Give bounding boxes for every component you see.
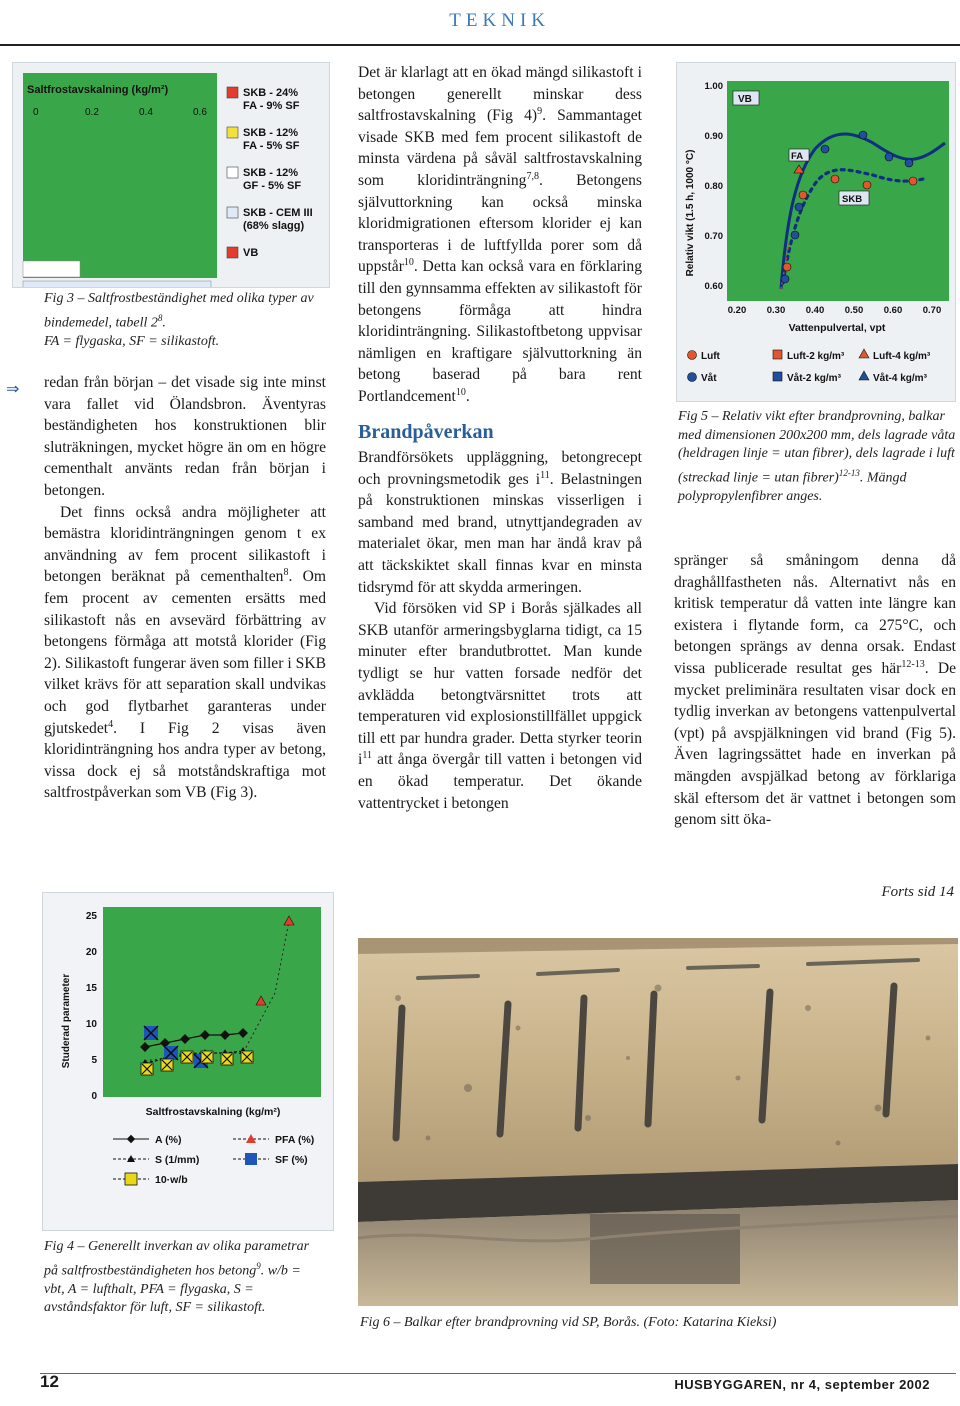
fig6-caption: Fig 6 – Balkar efter brandprovning vid SP, Borås. (Foto: Katarina Kieksi) [360, 1315, 777, 1330]
fig4-legend-label: S (1/mm) [155, 1154, 200, 1166]
fig5-chart [676, 62, 956, 402]
col2-paragraph-1: Det är klarlagt att en ökad mängd silikastoft i betongen generellt minskar dess saltfrostavskalning (Fig 4)$^9$. Sammantaget visade SKB med fem procent silikastoft de minsta värdena på såväl saltfrostavskalning som kloridinträngning$^{7,8}$. Betongens självuttorkning kan också minska kloridmigrationen eftersom klorider ej kan transporteras i de luftfyllda porer som då uppstår$^{10}$. Detta kan också vara en förklaring till den gynnsamma effekten av silikastoft för betongens förmåga att hindra kloridinträngning. Silikastoftbetong uppvisar nämligen en kraftigare självuttorkning än betong baserad på bara rent Portlandcement$^{10}$. [358, 64, 642, 405]
fig3-legend-label: FA - 9% SF [243, 100, 300, 112]
fig3-legend-label: SKB - 24% [243, 87, 299, 99]
fig4-legend-label: A (%) [155, 1134, 182, 1146]
fig5-fa-label: FA [791, 151, 804, 162]
fig5-legend-symbol [773, 350, 782, 359]
col2-paragraph-2: Brandförsökets uppläggning, betongrecept och provningsmetodik ges $i^{11}$. Belastningen på konstruktionen minskas visserligen i samband med brand, utnyttjandegraden av materialet ökar, men man har ändå krav på att täckskiktet skall finnas kvar en minsta tidsrymd för att skydda armeringen. [358, 449, 642, 596]
fig3-legend-swatch [227, 87, 238, 98]
fig3-legend-label: SKB - 12% [243, 167, 299, 179]
column-3 [674, 550, 956, 831]
col2-paragraph-3: Vid försöken vid SP i Borås själkades all SKB utanför armeringsbyglarna tidigt, ca 15 minuter efter brandutbrottet. Man kunde tydligt se hur vatten forsade nedför det avklädda betongtvärsnittet trots att temperaturen vid explosionstillfället uppgick till ett par hundra grader. Detta styrker teorin $i^{11}$ att ånga övergår till vatten i betongen vid en ökad temperatur. Det ökande vattentrycket i betongen [358, 600, 642, 812]
fig3-legend-label: GF - 5% SF [243, 180, 302, 192]
fig5-caption: Fig 5 – Relativ vikt efter brandprovning, balkar med dimensionen 200x200 mm, dels lagrade våta (heldragen linje = utan fibrer), dels lagrade i luft (streckad linje = utan fibrer)$^{12-13}$. Mängd polypropylenfibrer anges. [678, 409, 956, 504]
fig5-point [795, 203, 803, 211]
fig3-legend-swatch [227, 167, 238, 178]
fig3-tick: 0.4 [139, 107, 153, 118]
fig5-point [905, 159, 913, 167]
col1-paragraph-1: redan från början – det visade sig inte minst vara fallet vid Ölandsbron. Äventyras beständigheten hos konstruktionen blir sluträkningen, mycket högre än om en högre cementhalt använts redan från början i betongen. [44, 374, 326, 499]
fig3-legend-label: (68% slagg) [243, 220, 305, 232]
fig5-legend-symbol [688, 351, 697, 360]
fig5-point [863, 181, 871, 189]
fig3-tick: 0 [33, 107, 39, 118]
fig5-legend-symbol [773, 372, 782, 381]
fig5-ytick: 0.60 [704, 281, 723, 292]
fig5-legend-label: Våt-4 kg/m³ [873, 373, 927, 384]
fig5-point [799, 191, 807, 199]
fig5-legend-label: Luft-2 kg/m³ [787, 351, 845, 362]
fig5-legend-label: Luft-4 kg/m³ [873, 351, 931, 362]
fig5-ytick: 1.00 [704, 81, 723, 92]
fig6-photo [358, 938, 958, 1306]
fig4-ytick: 5 [91, 1055, 97, 1066]
fig3-legend-label: SKB - 12% [243, 127, 299, 139]
section-heading-brandpaverkan: Brandpåverkan [358, 420, 494, 443]
magazine-name: HUSBYGGAREN, nr 4, september 2002 [674, 1377, 930, 1392]
fig4-xlabel: Saltfrostavskalning (kg/m²) [145, 1106, 281, 1118]
section-header: TEKNIK [449, 10, 550, 31]
fig3-legend-swatch [227, 247, 238, 258]
fig4-caption: Fig 4 – Generellt inverkan av olika parametrar på saltfrostbeständigheten hos betong$^9$. w/b = vbt, A = lufthalt, PFA = flygaska, S = avståndsfaktor för luft, SF = silikastoft. [44, 1239, 310, 1316]
fig4-ytick: 10 [85, 1019, 97, 1030]
fig5-xtick: 0.40 [805, 305, 825, 316]
fig4-ylabel: Studerad parameter [61, 973, 72, 1069]
fig5-plot-area [727, 81, 949, 301]
fig3-plot-area [23, 73, 217, 278]
fig3-bar [23, 261, 80, 277]
fig3-legend-swatch [227, 207, 238, 218]
fig5-point [783, 263, 791, 271]
col1-paragraph-2: Det finns också andra möjligheter att bemästra kloridinträngningen genom t ex användning av fem procent silikastoft i betongen beräknat på cementhalten$^8$. Om fem procent av cementen ersätts med silikastoft nås en avsevärd förbättring av betongens förmåga att motstå klorider (Fig 2). Silikastoft fungerar även som filler i SKB vilket krävs för att separation skall undvikas och god flytbarhet garanteras under gjutskedet$^4$. I Fig 2 visas även kloridinträngning hos andra typer av betong, vissa dock ej så motståndskraftiga mot saltfrostpåverkan som VB (Fig 3). [44, 503, 326, 802]
fig3-legend-swatch [227, 127, 238, 138]
fig4-ytick: 0 [91, 1091, 97, 1102]
header-rule [0, 44, 960, 46]
fig3-axis-title: Saltfrostavskalning (kg/m²) [27, 84, 169, 96]
fig5-legend-label: Luft [701, 351, 720, 362]
fig5-xtick: 0.50 [844, 305, 864, 316]
fig5-ylabel: Relativ vikt (1.5 h, 1000 °C) [685, 149, 696, 277]
fig5-xlabel: Vattenpulvertal, vpt [788, 322, 886, 334]
fig4-legend-label: SF (%) [275, 1154, 308, 1166]
fig5-legend-label: Våt-2 kg/m³ [787, 373, 841, 384]
fig3-legend-label: VB [243, 247, 259, 259]
fig5-point [859, 131, 867, 139]
fig5-xtick: 0.70 [922, 305, 942, 316]
fig4-plot-area [103, 907, 321, 1097]
fig3-legend-label: SKB - CEM III [243, 207, 313, 219]
fig5-point [909, 177, 917, 185]
fig4-ytick: 15 [85, 983, 97, 994]
fig5-point [791, 231, 799, 239]
fig4-ytick: 25 [85, 911, 97, 922]
fig5-ytick: 0.90 [704, 131, 723, 142]
col3-paragraph-1: spränger så småningom denna då draghållfastheten nås. Alternativt nås en kritisk temperatur då vatten inte längre kan existera i flytande form, ca 275°C, och betongen sprängs av denna orsak. Endast vissa publicerade resultat ges här$^{12-13}$. De mycket preliminära resultaten visar dock en tydlig inverkan av betongens vattenpulvertal (vpt) på avspjälkningen vid brand (Fig 5). Även lagringssättet hade en inverkan på mängden avspjälkad betong av förklariga skäl eftersom det är vattnet i betongen som genom sitt öka- [674, 552, 956, 829]
fig4-legend-label: PFA (%) [275, 1134, 315, 1146]
fig5-point [781, 275, 789, 283]
fig5-point [885, 153, 893, 161]
fig5-xtick: 0.20 [727, 305, 747, 316]
fig5-vb-label: VB [738, 94, 752, 105]
fig4-chart [42, 892, 334, 1231]
footer-rule [40, 1373, 956, 1374]
continued-note: Forts sid 14 [881, 884, 954, 900]
fig3-bar [23, 281, 211, 287]
fig5-xtick: 0.30 [766, 305, 786, 316]
fig3-tick: 0.2 [85, 107, 99, 118]
continue-arrow-icon: ⇒ [6, 381, 20, 398]
fig3-caption: Fig 3 – Saltfrostbeständighet med olika typer av bindemedel, tabell $2^8$. FA = flygaska, SF = silikastoft. [44, 291, 314, 349]
fig5-legend-symbol [688, 373, 697, 382]
fig3-tick: 0.6 [193, 107, 207, 118]
fig5-point [831, 175, 839, 183]
page-number: 12 [40, 1372, 59, 1391]
fig5-skb-label: SKB [842, 194, 863, 205]
column-2 [358, 62, 642, 814]
fig5-legend-label: Våt [701, 373, 717, 384]
fig4-ytick: 20 [85, 947, 97, 958]
fig4-legend-label: 10·w/b [155, 1174, 188, 1186]
fig5-xtick: 0.60 [883, 305, 903, 316]
column-1 [44, 372, 326, 804]
fig5-ytick: 0.80 [704, 181, 723, 192]
fig5-point [821, 145, 829, 153]
fig3-legend-label: FA - 5% SF [243, 140, 300, 152]
fig3-chart [12, 62, 330, 288]
fig5-ytick: 0.70 [704, 231, 723, 242]
